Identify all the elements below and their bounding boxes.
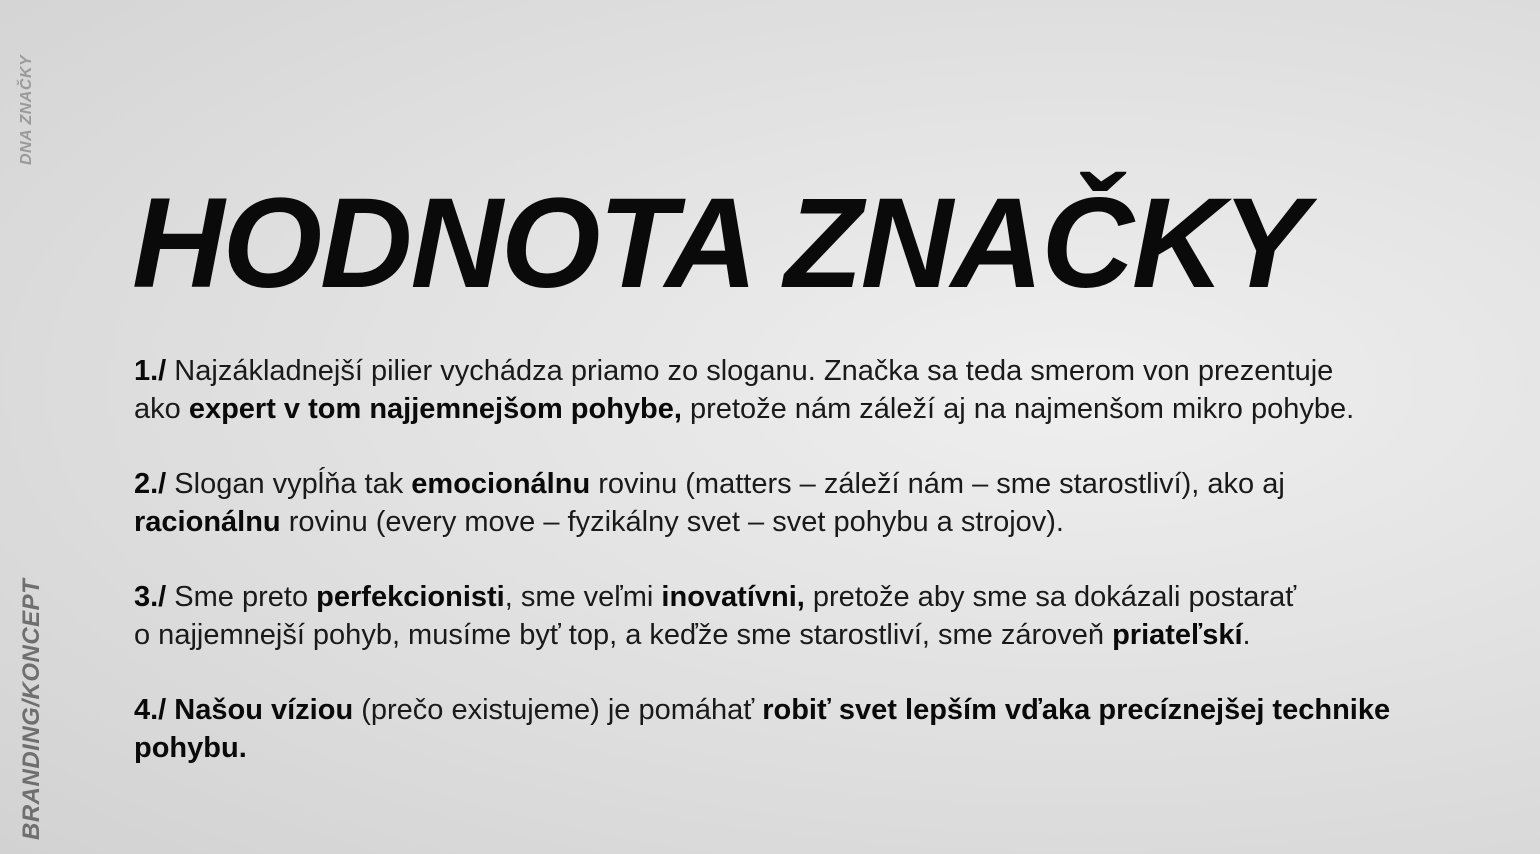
emphasis-text: perfekcionisti <box>316 581 505 613</box>
emphasis-text: 1./ <box>134 355 167 387</box>
body-text: ako <box>134 393 189 425</box>
body-text: Slogan vypĺňa tak <box>166 468 412 500</box>
emphasis-text: 3./ <box>134 581 167 613</box>
category-label: BRANDING/KONCEPT <box>18 578 45 840</box>
body-text: Sme preto <box>166 581 317 613</box>
paragraph-1 <box>134 352 1524 428</box>
body-text: rovinu (every move – fyzikálny svet – svet pohybu a strojov). <box>280 506 1064 538</box>
emphasis-text: 2./ <box>134 468 167 500</box>
paragraph-list <box>134 352 1524 804</box>
body-text: (prečo existujeme) je pomáhať <box>353 694 763 726</box>
emphasis-text: emocionálnu <box>411 468 591 500</box>
emphasis-text: priateľskí <box>1112 619 1243 651</box>
page-title: HODNOTA ZNAČKY <box>132 172 1306 315</box>
body-text: rovinu (matters – záleží nám – sme starostliví), ako aj <box>590 468 1285 500</box>
emphasis-text: racionálnu <box>134 506 281 538</box>
emphasis-text: pohybu. <box>134 732 247 764</box>
emphasis-text: expert v tom najjemnejšom pohybe, <box>188 393 682 425</box>
paragraph-3 <box>134 578 1524 654</box>
section-label: DNA ZNAČKY <box>18 54 35 165</box>
body-text: , sme veľmi <box>504 581 662 613</box>
body-text: pretože aby sme sa dokázali postarať <box>804 581 1297 613</box>
body-text: . <box>1242 619 1251 651</box>
body-text: o najjemnejší pohyb, musíme byť top, a keďže sme starostliví, sme zároveň <box>134 619 1113 651</box>
paragraph-4 <box>134 691 1524 767</box>
body-text: Najzákladnejší pilier vychádza priamo zo sloganu. Značka sa teda smerom von prezentuje <box>166 355 1334 387</box>
emphasis-text: 4./ Našou víziou <box>134 694 354 726</box>
emphasis-text: inovatívni, <box>661 581 805 613</box>
emphasis-text: robiť svet lepším vďaka precíznejšej technike <box>762 694 1391 726</box>
body-text: pretože nám záleží aj na najmenšom mikro pohybe. <box>681 393 1355 425</box>
paragraph-2 <box>134 465 1524 541</box>
